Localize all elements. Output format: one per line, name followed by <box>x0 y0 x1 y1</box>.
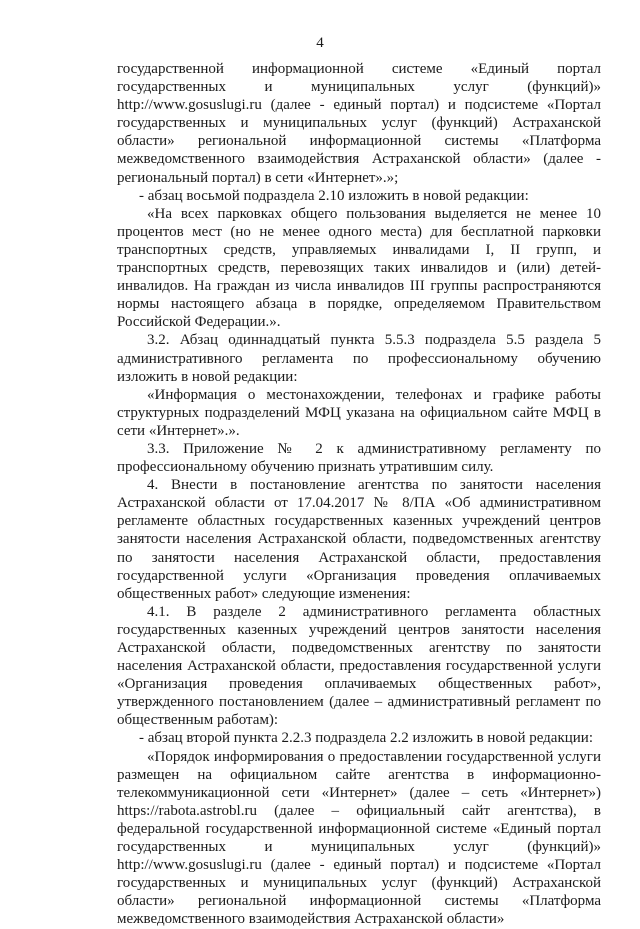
paragraph-info-order-quote: «Порядок информирования о предоставлении государственной услуги размещен на официальном сайте агентства в информационно-телекоммуникационной сети «Интернет» (далее – сеть «Интернет») https://rabota.astrobl.ru (далее – официальный сайт агентства), в федеральной государственной информационной системе «Единый портал государственных и муниципальных услуг (функций)» http://www.gosuslugi.ru (далее - единый портал) и подсистеме «Портал государственных и муниципальных услуг (функций) Астраханской области» региональной информационной системы «Платформа межведомственного взаимодействия Астраханской области» <box>117 748 601 928</box>
paragraph-amend-2-10: - абзац восьмой подраздела 2.10 изложить в новой редакции: <box>139 187 529 204</box>
paragraph-mfc-quote: «Информация о местонахождении, телефонах и графике работы структурных подразделений МФЦ указана на официальном сайте МФЦ в сети «Интернет».». <box>117 386 601 439</box>
paragraph-3-2: 3.2. Абзац одиннадцатый пункта 5.5.3 подраздела 5.5 раздела 5 административного регламента по профессиональному обучению изложить в новой редакции: <box>117 332 601 385</box>
paragraph-continuation-portal: государственной информационной системе «Единый портал государственных и муниципальных услуг (функций)» http://www.gosuslugi.ru (далее - единый портал) и подсистеме «Портал государственных и муниципальных услуг (функций) Астраханской области» региональной информационной системы «Платформа межведомственного взаимодействия Астраханской области» (далее - региональный портал) в сети «Интернет».»; <box>117 61 601 186</box>
paragraph-parking-quote: «На всех парковках общего пользования выделяется не менее 10 процентов мест (но не менее одного места) для бесплатной парковки транспортных средств, управляемых инвалидами I, II групп, и транспортных средств, перевозящих таких инвалидов и (или) детей-инвалидов. На граждан из числа инвалидов III группы распространяются нормы настоящего абзаца в порядке, определяемом Правительством Российской Федерации.». <box>117 205 601 331</box>
document-body <box>117 60 601 929</box>
paragraph-4-1: 4.1. В разделе 2 административного регламента областных государственных казенных учреждений центров занятости населения Астраханской области, подведомственных агентству по занятости населения Астраханской области, предоставления государственной услуги «Организация проведения оплачиваемых общественных работ», утвержденного постановлением (далее – административный регламент по общественным работам): <box>117 603 601 729</box>
paragraph-4: 4. Внести в постановление агентства по занятости населения Астраханской области от 17.04.2017 № 8/ПА «Об административном регламенте областных государственных казенных учреждений центров занятости населения Астраханской области, подведомственных агентству по занятости населения Астраханской области, предоставления государственной услуги «Организация проведения оплачиваемых общественных работ» следующие изменения: <box>117 477 601 602</box>
page-number: 4 <box>316 35 324 51</box>
paragraph-amend-2-2-3: - абзац второй пункта 2.2.3 подраздела 2.2 изложить в новой редакции: <box>139 730 594 747</box>
paragraph-3-3: 3.3. Приложение № 2 к административному регламенту по профессиональному обучению признать утратившим силу. <box>117 440 601 476</box>
